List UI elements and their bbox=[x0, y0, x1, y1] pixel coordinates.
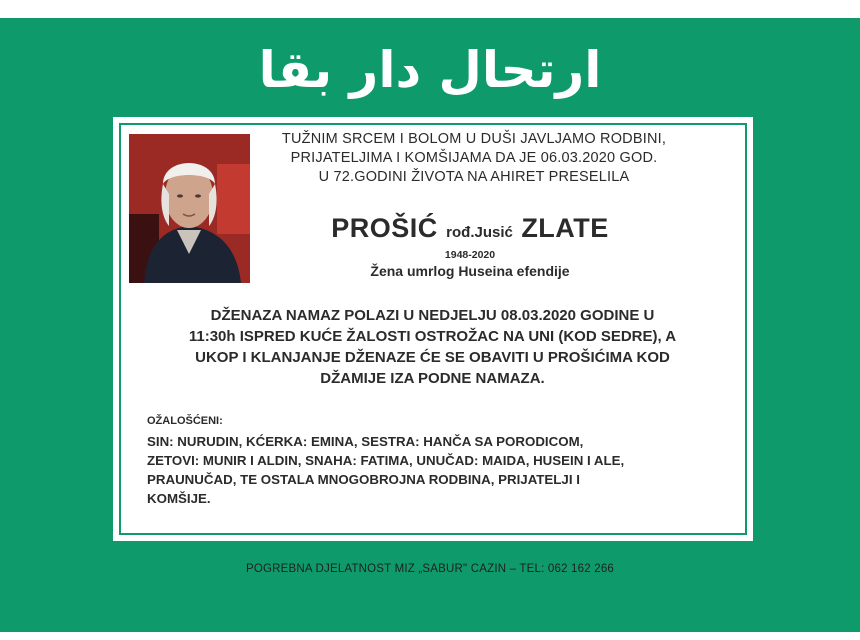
funeral-line: DŽAMIJE IZA PODNE NAMAZA. bbox=[320, 370, 545, 387]
deceased-name bbox=[270, 213, 670, 244]
surname: PROŠIĆ bbox=[331, 213, 438, 243]
mourners-line: SIN: NURUDIN, KĆERKA: EMINA, SESTRA: HANČA SA PORODICOM, bbox=[147, 434, 584, 449]
mourners-list bbox=[147, 432, 707, 508]
maiden-name: rođ.Jusić bbox=[446, 224, 513, 241]
funeral-details bbox=[140, 305, 725, 389]
funeral-service-footer: POGREBNA DJELATNOST MIZ „SABUR" CAZIN – TEL: 062 162 266 bbox=[245, 563, 615, 575]
intro-line: TUŽNIM SRCEM I BOLOM U DUŠI JAVLJAMO RODBINI, bbox=[281, 131, 667, 147]
intro-line: U 72.GODINI ŽIVOTA NA AHIRET PRESELILA bbox=[318, 169, 630, 185]
mourners-line: KOMŠIJE. bbox=[147, 491, 211, 506]
funeral-line: DŽENAZA NAMAZ POLAZI U NEDJELJU 08.03.2020 GODINE U bbox=[210, 307, 655, 324]
calligraphy-text: ارتحال دار بقا bbox=[258, 41, 602, 99]
announcement-intro bbox=[240, 130, 708, 187]
spouse-note: Žena umrlog Huseina efendije bbox=[370, 263, 570, 279]
funeral-line: UKOP I KLANJANJE DŽENAZE ĆE SE OBAVITI U PROŠIĆIMA KOD bbox=[195, 349, 670, 366]
mourners-heading: OŽALOŠĆENI: bbox=[147, 415, 223, 427]
first-name: ZLATE bbox=[521, 213, 609, 243]
arabic-calligraphy bbox=[0, 30, 860, 110]
life-years: 1948-2020 bbox=[444, 249, 496, 261]
mourners-line: PRAUNUČAD, TE OSTALA MNOGOBROJNA RODBINA, PRIJATELJI I bbox=[147, 472, 580, 487]
funeral-line: 11:30h ISPRED KUĆE ŽALOSTI OSTROŽAC NA UNI (KOD SEDRE), A bbox=[188, 328, 677, 345]
mourners-line: ZETOVI: MUNIR I ALDIN, SNAHA: FATIMA, UNUČAD: MAIDA, HUSEIN I ALE, bbox=[147, 453, 625, 468]
deceased-photo bbox=[129, 134, 250, 283]
intro-line: PRIJATELJIMA I KOMŠIJAMA DA JE 06.03.2020 GOD. bbox=[290, 150, 658, 166]
